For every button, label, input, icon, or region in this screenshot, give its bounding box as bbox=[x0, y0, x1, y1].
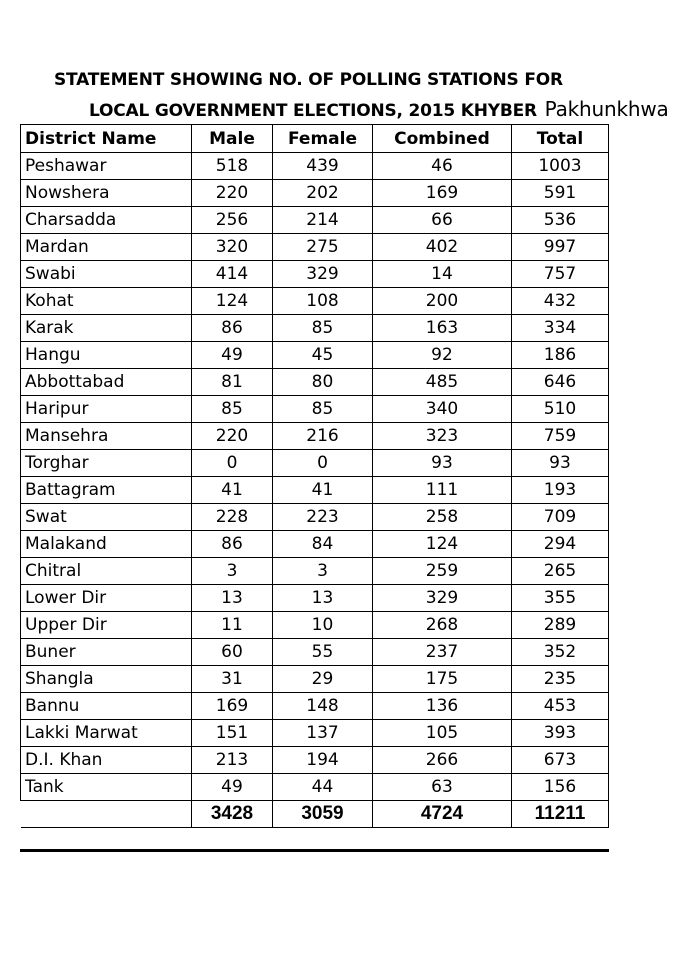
combined-cell: 163 bbox=[373, 315, 512, 342]
male-cell: 3 bbox=[192, 558, 273, 585]
male-cell: 320 bbox=[192, 234, 273, 261]
table-row bbox=[21, 315, 609, 342]
table-row bbox=[21, 369, 609, 396]
male-cell: 518 bbox=[192, 153, 273, 180]
district-name-cell: Hangu bbox=[21, 342, 192, 369]
female-cell: 202 bbox=[273, 180, 373, 207]
table-row bbox=[21, 234, 609, 261]
male-cell: 86 bbox=[192, 531, 273, 558]
combined-cell: 340 bbox=[373, 396, 512, 423]
table-row bbox=[21, 558, 609, 585]
total-cell: 591 bbox=[512, 180, 609, 207]
document-title-line2 bbox=[89, 97, 669, 121]
female-cell: 0 bbox=[273, 450, 373, 477]
total-cell: 235 bbox=[512, 666, 609, 693]
combined-cell: 200 bbox=[373, 288, 512, 315]
district-name-cell: Kohat bbox=[21, 288, 192, 315]
district-name-cell: Swabi bbox=[21, 261, 192, 288]
header-male: Male bbox=[192, 125, 273, 153]
combined-cell: 63 bbox=[373, 774, 512, 801]
total-cell: 186 bbox=[512, 342, 609, 369]
table-row bbox=[21, 612, 609, 639]
combined-cell: 136 bbox=[373, 693, 512, 720]
male-cell: 414 bbox=[192, 261, 273, 288]
total-grand: 11211 bbox=[512, 801, 609, 828]
combined-cell: 266 bbox=[373, 747, 512, 774]
district-name-cell: Chitral bbox=[21, 558, 192, 585]
combined-cell: 268 bbox=[373, 612, 512, 639]
total-cell: 355 bbox=[512, 585, 609, 612]
female-cell: 3 bbox=[273, 558, 373, 585]
male-cell: 256 bbox=[192, 207, 273, 234]
table-row bbox=[21, 666, 609, 693]
table-row bbox=[21, 396, 609, 423]
total-cell: 759 bbox=[512, 423, 609, 450]
total-cell: 289 bbox=[512, 612, 609, 639]
female-cell: 108 bbox=[273, 288, 373, 315]
male-cell: 220 bbox=[192, 423, 273, 450]
total-male: 3428 bbox=[192, 801, 273, 828]
male-cell: 86 bbox=[192, 315, 273, 342]
combined-cell: 92 bbox=[373, 342, 512, 369]
table-row bbox=[21, 585, 609, 612]
male-cell: 213 bbox=[192, 747, 273, 774]
total-cell: 997 bbox=[512, 234, 609, 261]
female-cell: 214 bbox=[273, 207, 373, 234]
female-cell: 194 bbox=[273, 747, 373, 774]
document-title-line1: STATEMENT SHOWING NO. OF POLLING STATIONS FOR bbox=[54, 70, 563, 90]
total-cell: 93 bbox=[512, 450, 609, 477]
table-row bbox=[21, 693, 609, 720]
table-row bbox=[21, 639, 609, 666]
table-row bbox=[21, 261, 609, 288]
combined-cell: 14 bbox=[373, 261, 512, 288]
male-cell: 81 bbox=[192, 369, 273, 396]
table-row bbox=[21, 288, 609, 315]
combined-cell: 259 bbox=[373, 558, 512, 585]
district-name-cell: Mansehra bbox=[21, 423, 192, 450]
female-cell: 29 bbox=[273, 666, 373, 693]
table-row bbox=[21, 504, 609, 531]
female-cell: 137 bbox=[273, 720, 373, 747]
district-name-cell: Swat bbox=[21, 504, 192, 531]
male-cell: 49 bbox=[192, 342, 273, 369]
combined-cell: 485 bbox=[373, 369, 512, 396]
table-row bbox=[21, 180, 609, 207]
female-cell: 85 bbox=[273, 396, 373, 423]
total-cell: 536 bbox=[512, 207, 609, 234]
combined-cell: 111 bbox=[373, 477, 512, 504]
male-cell: 169 bbox=[192, 693, 273, 720]
district-name-cell: Torghar bbox=[21, 450, 192, 477]
total-cell: 432 bbox=[512, 288, 609, 315]
combined-cell: 329 bbox=[373, 585, 512, 612]
title-line2-tail: Pakhunkhwa bbox=[544, 97, 669, 121]
female-cell: 439 bbox=[273, 153, 373, 180]
combined-cell: 237 bbox=[373, 639, 512, 666]
table-row bbox=[21, 774, 609, 801]
male-cell: 13 bbox=[192, 585, 273, 612]
table-row bbox=[21, 423, 609, 450]
district-name-cell: Malakand bbox=[21, 531, 192, 558]
female-cell: 329 bbox=[273, 261, 373, 288]
header-female: Female bbox=[273, 125, 373, 153]
female-cell: 45 bbox=[273, 342, 373, 369]
female-cell: 80 bbox=[273, 369, 373, 396]
total-cell: 757 bbox=[512, 261, 609, 288]
header-total: Total bbox=[512, 125, 609, 153]
combined-cell: 105 bbox=[373, 720, 512, 747]
combined-cell: 175 bbox=[373, 666, 512, 693]
table-row bbox=[21, 720, 609, 747]
header-combined: Combined bbox=[373, 125, 512, 153]
totals-row bbox=[21, 801, 609, 828]
female-cell: 55 bbox=[273, 639, 373, 666]
female-cell: 13 bbox=[273, 585, 373, 612]
district-name-cell: Abbottabad bbox=[21, 369, 192, 396]
combined-cell: 46 bbox=[373, 153, 512, 180]
female-cell: 275 bbox=[273, 234, 373, 261]
total-cell: 709 bbox=[512, 504, 609, 531]
total-female: 3059 bbox=[273, 801, 373, 828]
district-name-cell: Charsadda bbox=[21, 207, 192, 234]
combined-cell: 169 bbox=[373, 180, 512, 207]
district-name-cell: Battagram bbox=[21, 477, 192, 504]
totals-label-cell bbox=[21, 801, 192, 828]
table-row bbox=[21, 450, 609, 477]
district-name-cell: Bannu bbox=[21, 693, 192, 720]
table-row bbox=[21, 747, 609, 774]
combined-cell: 66 bbox=[373, 207, 512, 234]
total-cell: 294 bbox=[512, 531, 609, 558]
total-cell: 1003 bbox=[512, 153, 609, 180]
female-cell: 10 bbox=[273, 612, 373, 639]
male-cell: 228 bbox=[192, 504, 273, 531]
total-cell: 673 bbox=[512, 747, 609, 774]
district-name-cell: Upper Dir bbox=[21, 612, 192, 639]
table-body bbox=[21, 153, 609, 801]
male-cell: 85 bbox=[192, 396, 273, 423]
total-cell: 510 bbox=[512, 396, 609, 423]
table-row bbox=[21, 342, 609, 369]
district-name-cell: Buner bbox=[21, 639, 192, 666]
district-name-cell: Karak bbox=[21, 315, 192, 342]
combined-cell: 258 bbox=[373, 504, 512, 531]
female-cell: 44 bbox=[273, 774, 373, 801]
polling-stations-table bbox=[20, 124, 609, 828]
female-cell: 84 bbox=[273, 531, 373, 558]
female-cell: 41 bbox=[273, 477, 373, 504]
combined-cell: 323 bbox=[373, 423, 512, 450]
table-row bbox=[21, 531, 609, 558]
table-row bbox=[21, 477, 609, 504]
table-row bbox=[21, 207, 609, 234]
district-name-cell: Lower Dir bbox=[21, 585, 192, 612]
combined-cell: 124 bbox=[373, 531, 512, 558]
combined-cell: 93 bbox=[373, 450, 512, 477]
district-name-cell: Haripur bbox=[21, 396, 192, 423]
total-cell: 646 bbox=[512, 369, 609, 396]
female-cell: 223 bbox=[273, 504, 373, 531]
total-cell: 193 bbox=[512, 477, 609, 504]
total-cell: 453 bbox=[512, 693, 609, 720]
female-cell: 216 bbox=[273, 423, 373, 450]
district-name-cell: Tank bbox=[21, 774, 192, 801]
male-cell: 151 bbox=[192, 720, 273, 747]
header-district-name: District Name bbox=[21, 125, 192, 153]
female-cell: 148 bbox=[273, 693, 373, 720]
district-name-cell: Nowshera bbox=[21, 180, 192, 207]
bottom-rule bbox=[20, 849, 609, 852]
combined-cell: 402 bbox=[373, 234, 512, 261]
total-combined: 4724 bbox=[373, 801, 512, 828]
table-row bbox=[21, 153, 609, 180]
male-cell: 60 bbox=[192, 639, 273, 666]
table-header-row bbox=[21, 125, 609, 153]
female-cell: 85 bbox=[273, 315, 373, 342]
male-cell: 31 bbox=[192, 666, 273, 693]
district-name-cell: D.I. Khan bbox=[21, 747, 192, 774]
male-cell: 0 bbox=[192, 450, 273, 477]
total-cell: 156 bbox=[512, 774, 609, 801]
total-cell: 352 bbox=[512, 639, 609, 666]
total-cell: 265 bbox=[512, 558, 609, 585]
male-cell: 124 bbox=[192, 288, 273, 315]
district-name-cell: Mardan bbox=[21, 234, 192, 261]
district-name-cell: Peshawar bbox=[21, 153, 192, 180]
district-name-cell: Shangla bbox=[21, 666, 192, 693]
title-line2-main: LOCAL GOVERNMENT ELECTIONS, 2015 KHYBER bbox=[89, 101, 537, 121]
male-cell: 220 bbox=[192, 180, 273, 207]
male-cell: 41 bbox=[192, 477, 273, 504]
total-cell: 393 bbox=[512, 720, 609, 747]
male-cell: 49 bbox=[192, 774, 273, 801]
male-cell: 11 bbox=[192, 612, 273, 639]
district-name-cell: Lakki Marwat bbox=[21, 720, 192, 747]
total-cell: 334 bbox=[512, 315, 609, 342]
